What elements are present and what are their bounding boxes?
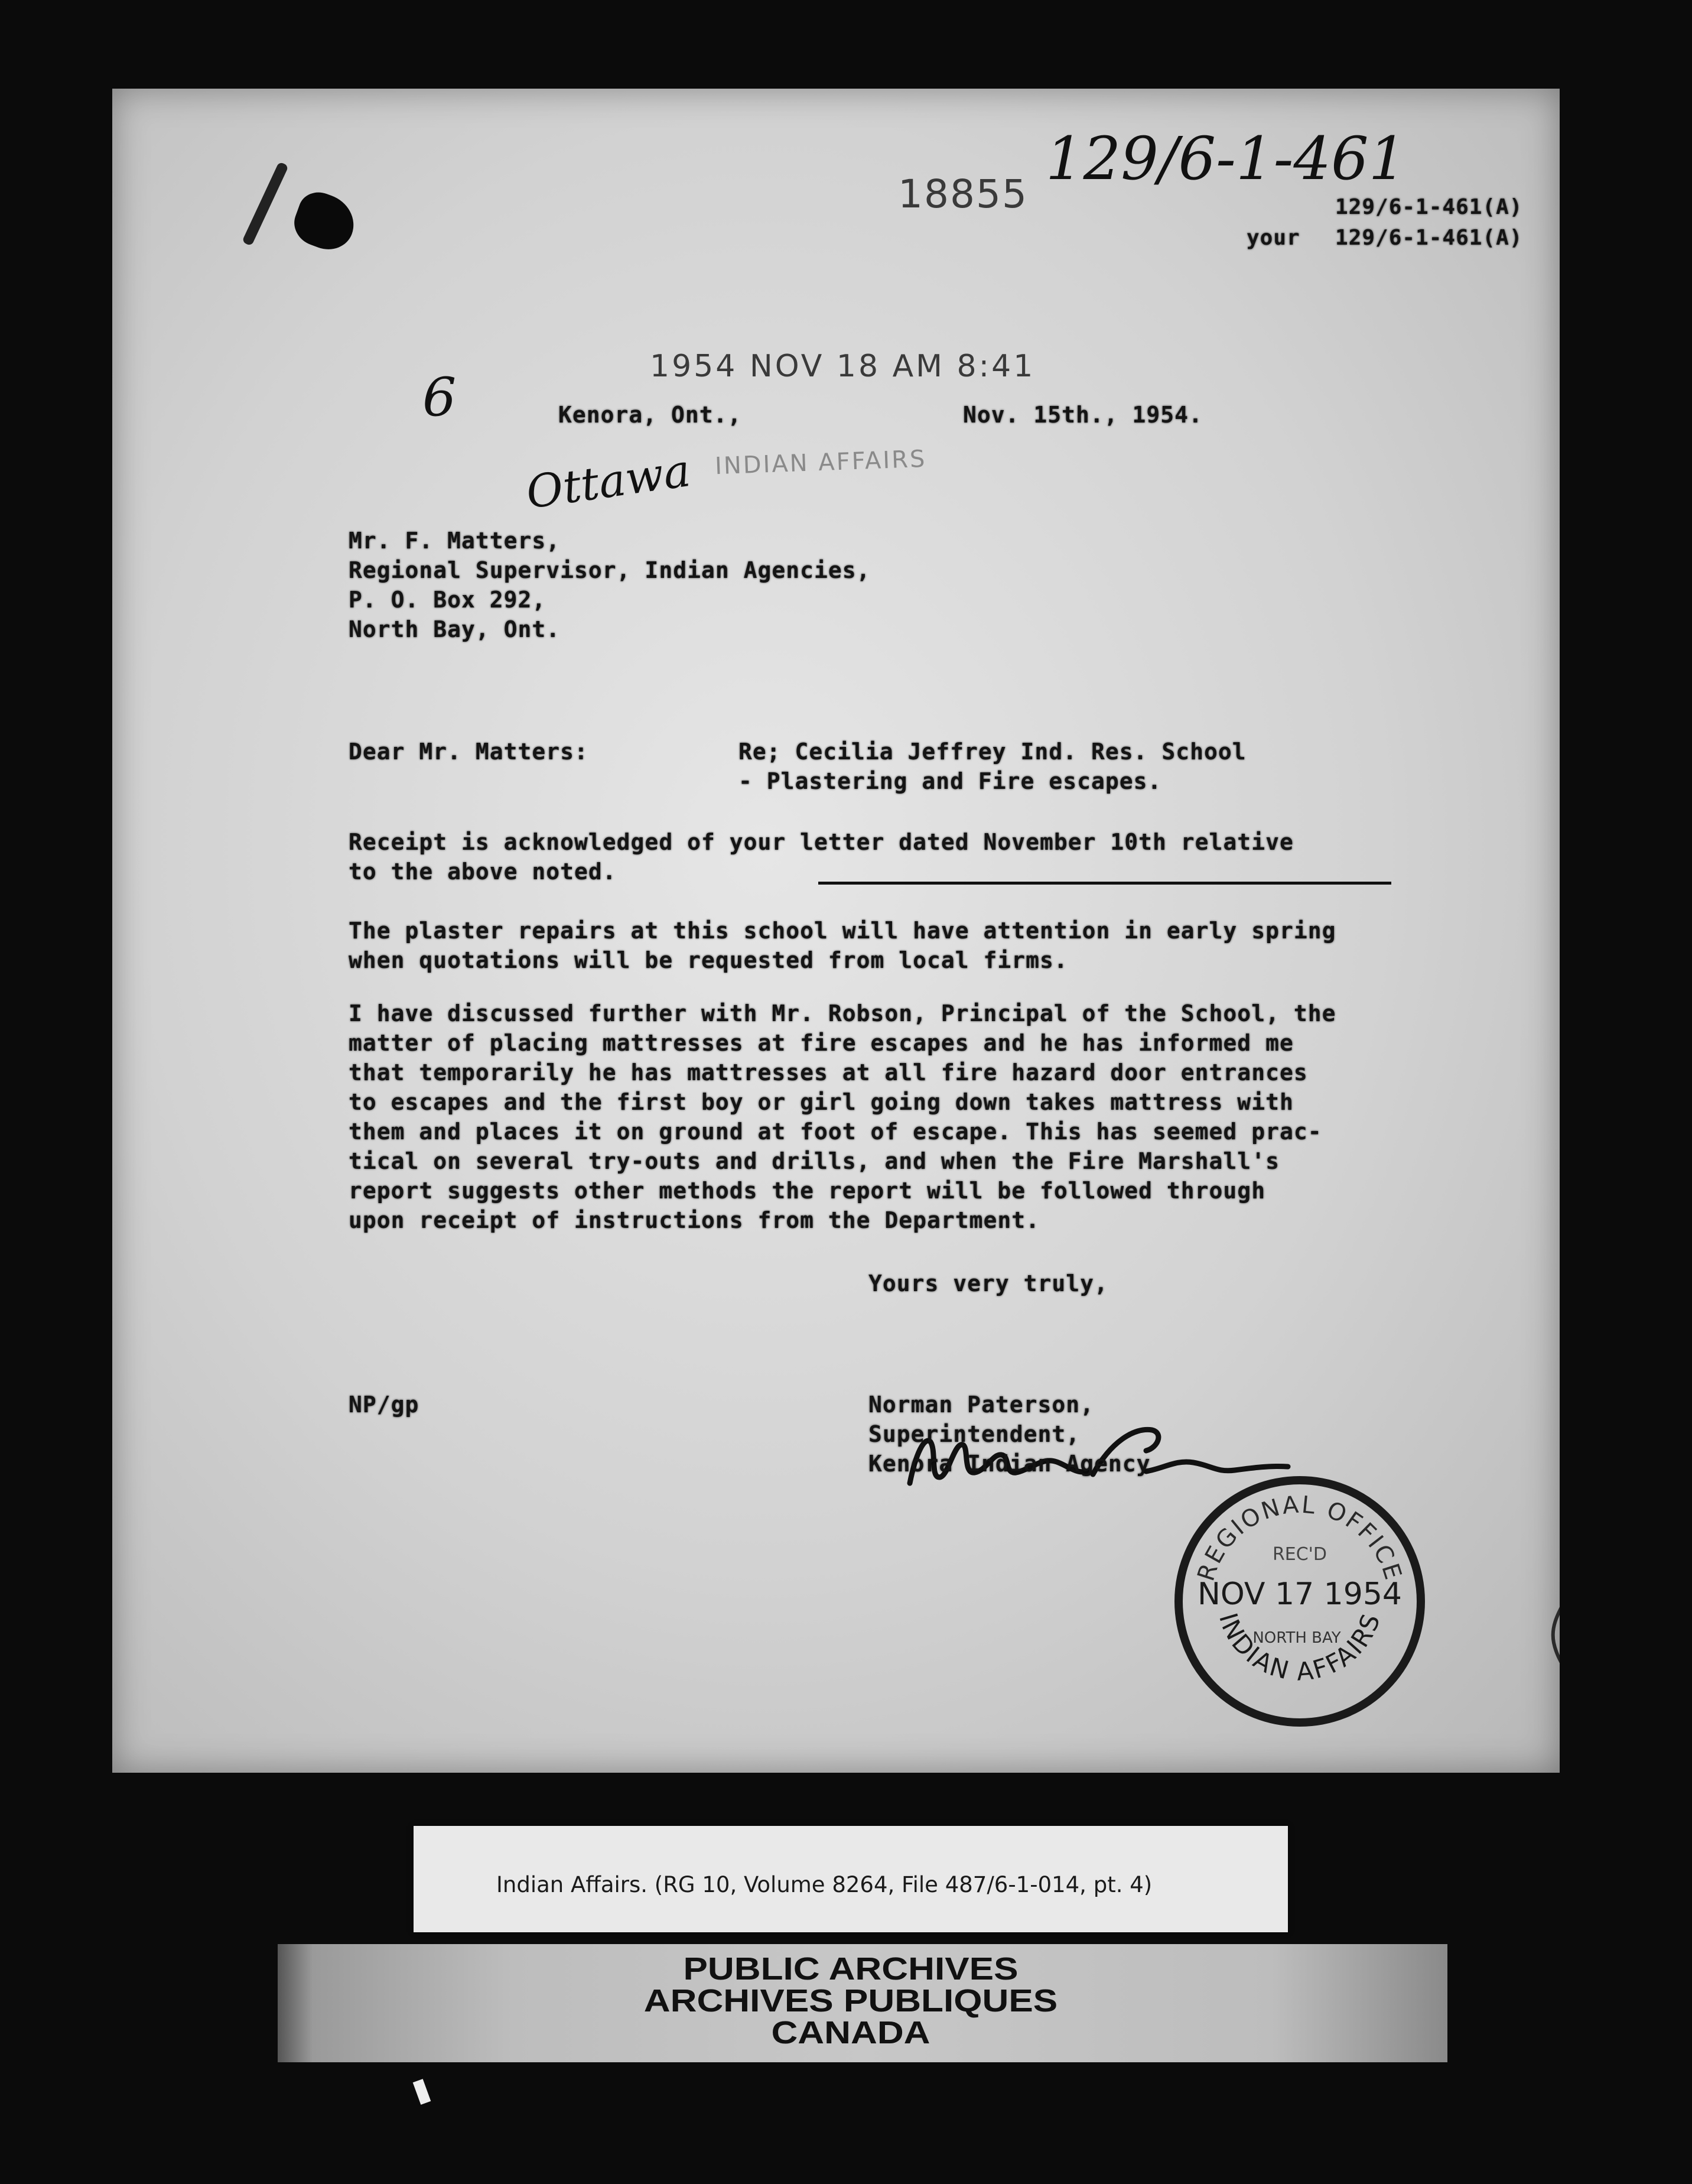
registry-number: 18855 [898, 171, 1028, 217]
archive-citation-label [414, 1826, 1288, 1932]
paragraph-line: them and places it on ground at foot of escape. This has seemed prac- [349, 1119, 1322, 1145]
signer-agency: Kenora Indian Agency [868, 1451, 1151, 1477]
archive-name-block [484, 1953, 1218, 2049]
recipient-line: Mr. F. Matters, [349, 528, 561, 554]
received-department-stamp: INDIAN AFFAIRS [714, 445, 928, 480]
letter-page [112, 89, 1560, 1773]
recipient-line: Regional Supervisor, Indian Agencies, [349, 557, 871, 583]
margin-bracket-mark [1524, 1418, 1560, 1725]
paragraph-1 [349, 827, 1294, 886]
regional-office-stamp [1170, 1471, 1430, 1731]
closing: Yours very truly, [868, 1270, 1108, 1296]
paragraph-line: Receipt is acknowledged of your letter dated November 10th relative [349, 829, 1294, 855]
paragraph-line: upon receipt of instructions from the Department. [349, 1207, 1040, 1233]
recipient-line: North Bay, Ont. [349, 616, 561, 642]
salutation: Dear Mr. Matters: [349, 739, 588, 765]
paragraph-line: tical on several try-outs and drills, and when the Fire Marshall's [349, 1148, 1280, 1174]
paragraph-line: when quotations will be requested from local firms. [349, 947, 1068, 973]
paragraph-3 [349, 999, 1336, 1235]
archive-line-1: PUBLIC ARCHIVES [683, 1951, 1019, 1987]
handwritten-folio-mark: 6 [422, 366, 457, 428]
your-file-label: your [1247, 226, 1300, 250]
stamp-bottom-text: INDIAN AFFAIRS [1213, 1608, 1387, 1686]
stamp-date: NOV 17 1954 [1197, 1577, 1403, 1612]
paragraph-line: to the above noted. [349, 859, 617, 885]
received-datetime-stamp: 1954 NOV 18 AM 8:41 [650, 349, 1036, 384]
recipient-address [349, 526, 870, 644]
handwritten-file-number: 129/6-1-461 [1046, 124, 1407, 193]
handwritten-destination: Ottawa [523, 444, 694, 519]
recipient-line: P. O. Box 292, [349, 587, 546, 613]
ink-blot [288, 187, 362, 257]
your-file-number: 129/6-1-461(A) [1335, 226, 1523, 250]
paragraph-2 [349, 916, 1336, 975]
corner-pen-mark [242, 161, 289, 246]
archive-line-2: ARCHIVES PUBLIQUES [643, 1983, 1058, 2019]
typist-initials: NP/gp [349, 1392, 419, 1418]
stamp-location: NORTH BAY [1252, 1629, 1341, 1647]
subject-line-2: - Plastering and Fire escapes. [738, 768, 1162, 794]
paragraph-line: report suggests other methods the report will be followed through [349, 1178, 1266, 1204]
paragraph-line: matter of placing mattresses at fire escapes and he has informed me [349, 1030, 1294, 1056]
paragraph-line: I have discussed further with Mr. Robson, Principal of the School, the [349, 1000, 1336, 1026]
stamp-recd: REC'D [1272, 1544, 1327, 1565]
paragraph-line: to escapes and the first boy or girl going down takes mattress with [349, 1089, 1294, 1115]
signer-title: Superintendent, [868, 1421, 1081, 1447]
film-tab-mark [413, 2079, 431, 2105]
paragraph-line: The plaster repairs at this school will have attention in early spring [349, 918, 1336, 944]
letter-date: Nov. 15th., 1954. [963, 402, 1203, 428]
signer-name: Norman Paterson, [868, 1392, 1095, 1418]
letter-place: Kenora, Ont., [558, 402, 742, 428]
svg-text:INDIAN AFFAIRS [1213, 1608, 1386, 1686]
archive-line-3: CANADA [771, 2015, 930, 2050]
subject-line-1: Re; Cecilia Jeffrey Ind. Res. School [738, 739, 1247, 765]
our-file-number: 129/6-1-461(A) [1335, 195, 1523, 219]
archive-citation: Indian Affairs. (RG 10, Volume 8264, File 487/6-1-014, pt. 4) [496, 1872, 1153, 1897]
stamp-top-text: REGIONAL OFFICE [1192, 1491, 1407, 1585]
paragraph-line: that temporarily he has mattresses at all fire hazard door entrances [349, 1060, 1308, 1086]
